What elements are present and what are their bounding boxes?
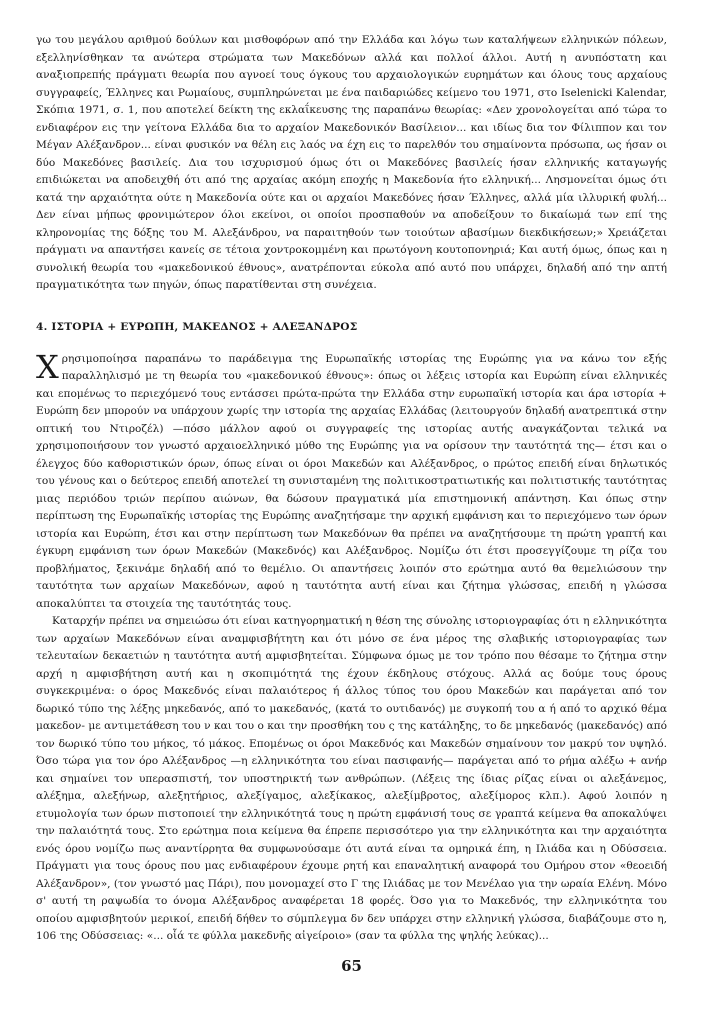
section-paragraph-1: Χρησιμοποίησα παραπάνω το παράδειγμα της Ευρωπαϊκής ιστορίας της Ευρώπης για να κάνω τον εξής παραλληλισμό με τη θεωρία του «μακεδονικού έθνους»: όπως οι λέξεις ιστορία και Ευρώπη είναι ελληνικές και επομένως το περιεχόμενό τους εντάσσει πρώτα-πρώτα την Ελλάδα στην ευρωπαϊκή ιστορία και άρα ιστορία + Ευρώπη δεν μπορούν να υπάρχουν χωρίς την ιστορία της αρχαίας Ελλάδας (λειτουργούν δηλαδή ανατρεπτικά στην οπτική του Ντιροζέλ) —πόσο μάλλον αφού οι συγγραφείς της ιστορίας αυτής αναγκάζονται τελικά να χρησιμοποιήσουν τον γνωστό αρχαιοελληνικό μύθο της Ευρώπης για να ορίσουν την ταυτότητά της— έτσι και ο έλεγχος δύο καθοριστικών όρων, όπως είναι οι όροι Μακεδών και Αλέξανδρος, ο πρώτος επειδή είναι δηλωτικός του γένους και ο δεύτερος επειδή αποτελεί τη συνισταμένη της πολιτικοστρατιωτικής και πολιτιστικής ταυτότητας μιας περιόδου τριών περίπου αιώνων, θα δώσουν πραγματικά μία επιστημονική απάντηση. Και όπως στην περίπτωση της Ευρωπαϊκής ιστορίας της Ευρώπης αναζητήσαμε την αρχική εμφάνιση και το περιεχόμενο των όρων ιστορία και Ευρώπη, έτσι και στην περίπτωση των Μακεδόνων θα πρέπει να αναζητήσουμε τη πρώτη γραπτή και έγκυρη εμφάνιση των όρων Μακεδών (Μακεδνός) και Αλέξανδρος. Νομίζω ότι έτσι προσεγγίζουμε τη ρίζα του προβλήματος, ξεκινάμε δηλαδή από το θεμέλιο. Οι απαντήσεις λοιπόν στο ερώτημα αυτό θα θεμελιώσουν την ταυτότητα των αρχαίων Μακεδόνων, αφού η ταυτότητα αυτή είναι και ζήτημα γλώσσας, επειδή η γλώσσα αποκαλύπτει τα στοιχεία της ταυτότητάς τους.	[36, 347, 667, 610]
section-heading: 4. ΙΣΤΟΡΙΑ + ΕΥΡΩΠΗ, ΜΑΚΕΔΝΟΣ + ΑΛΕΞΑΝΔΡΟΣ	[36, 320, 358, 333]
intro-paragraph: γω του μεγάλου αριθμού δούλων και μισθοφόρων από την Ελλάδα και λόγω των καταλήψεων ελληνικών πόλεων, εξελληνίσθηκαν τα ανώτερα στρώματα των Μακεδόνων αλλά και πολλοί άλλοι. Αυτή η ανυπόστατη και αναξιοπρεπής πράγματι θεωρία που αγνοεί τους όγκους του αρχαιολογικών ευρημάτων και όλους τους αρχαίους συγγραφείς, Έλληνες και Ρωμαίους, συμπληρώνεται με ένα παιδαριώδες κείμενο του 1971, στο Iselenicki Kalendar, Σκόπια 1971, σ. 1, που αποτελεί δείκτη της εκλαΐκευσης της παραπάνω θεωρίας: «Δεν χρονολογείται από τώρα το ενδιαφέρον εις την γείτονα Ελλάδα δια το αρχαίον Μακεδονικόν Βασίλειον... και ιδίως δια τον Φίλιππον και τον Μέγαν Αλέξανδρον... είναι φυσικόν να θέλη εις λαός να έχη εις το παρελθόν του σημαίνοντα πρόσωπα, ως ήσαν οι δύο Μακεδόνες βασιλείς. Δια του ισχυρισμού όμως ότι οι Μακεδόνες βασιλείς ήσαν ελληνικής καταγωγής επιδιώκεται να αποδειχθή ότι από της αρχαίας ακόμη εποχής η Μακεδονία ήτο ελληνική... Λησμονείται όμως ότι κατά την αρχαιότητα ούτε η Μακεδονία ούτε και οι αρχαίοι Μακεδόνες ήσαν Έλληνες, αλλά μία ιλλυρική φυλή... Δεν είναι μήπως φρονιμώτερον όλοι εκείνοι, οι οποίοι προσπαθούν να αποδείξουν το δικαίωμά των επί της κληρονομίας της δόξης του Μ. Αλεξάνδρου, να παραιτηθούν των τοιούτων αβασίμων διεκδικήσεων;» Χρειάζεται πράγματι να απαντήσει κανείς σε τέτοια χοντροκομμένη και πρωτόγονη κουτοπονηριά; Και αυτή όμως, όπως και η συνολική θεωρία του «μακεδονικού έθνους», ανατρέπονται εύκολα από αυτό που υπάρχει, δηλαδή από την απτή πραγματικότητα των πηγών, όπως παρατίθενται στη συνέχεια.	[36, 34, 667, 291]
document-page	[36, 32, 667, 946]
page-number: 65	[341, 957, 362, 975]
section-paragraph-2: Καταρχήν πρέπει να σημειώσω ότι είναι κατηγορηματική η θέση της σύνολης ιστοριογραφίας ότι η ελληνικότητα των αρχαίων Μακεδόνων είναι αναμφισβήτητη και ότι μόνο σε ένα μέρος της σλαβικής ιστοριογραφίας των τελευταίων δεκαετιών η ταυτότητα αυτή αμφισβητείται. Σύμφωνα όμως με τον τρόπο που θέσαμε το ζήτημα στην αρχή η αμφισβήτηση αυτή και η σκοπιμότητά της έχουν έκδηλους στόχους. Αλλά ας δούμε τους όρους συγκεκριμένα: ο όρος Μακεδνός είναι παλαιότερος ή άλλος τύπος του όρου Μακεδών και παράγεται από τον δωρικό τύπο της λέξης μηκεδανός, από το μακεδανός, (κατά το ουτιδανός) με συγκοπή του α ή από το αρχικό θέμα μακεδον- με αντιμετάθεση του ν και του ο και την προσθήκη του ς της κατάληξης, το δε μηκεδανός (μακεδανός) από τον δωρικό τύπο του μήκος, τό μάκος. Επομένως οι όροι Μακεδνός και Μακεδών σημαίνουν τον μακρύ τον υψηλό. Όσο τώρα για τον όρο Αλέξανδρος —η ελληνικότητα του είναι πασιφανής— παράγεται από το ρήμα αλέξω + ανήρ και σημαίνει τον υπερασπιστή, τον υποστηρικτή των ανθρώπων. (Λέξεις της ίδιας ρίζας είναι οι αλεξάνεμος, αλέξημα, αλεξήνωρ, αλεξητήριος, αλεξίγαμος, αλεξίκακος, αλεξίμβροτος, αλεξίμορος κλπ.). Αφού λοιπόν η ετυμολογία των όρων πιστοποιεί την ελληνικότητά τους η πρώτη εμφάνισή τους σε γραπτά κείμενα θα αποκαλύψει την παλαιότητά τους. Στο ερώτημα ποια κείμενα θα έπρεπε περισσότερο για την ελληνικότητα και την αρχαιότητα ενός όρου νομίζω πως αναντίρρητα θα συμφωνούσαμε ότι αυτά είναι τα ομηρικά έπη, η Ιλιάδα και η Οδύσσεια. Πράγματι για τους όρους που μας ενδιαφέρουν έχουμε ρητή και επαναλητική αναφορά του Ομήρου στον «θεοειδή Αλέξανδρον», (τον γνωστό μας Πάρι), που μονομαχεί στο Γ της Ιλιάδας με τον Μενέλαο για την ωραία Ελένη. Μόνο σ' αυτή τη ραψωδία το όνομα Αλέξανδρος αναφέρεται 18 φορές. Όσο για το Μακεδνός, την ελληνικότητα του οποίου αμφισβητούν μερικοί, επειδή δήθεν το σύμπλεγμα δν δεν υπάρχει στην ελληνική γλώσσα, διαβάζουμε στο η, 106 της Οδύσσειας: «... οἷά τε φύλλα μακεδνῆς αἰγείροιο» (σαν τα φύλλα της ψηλής λεύκας)...	[36, 615, 668, 942]
